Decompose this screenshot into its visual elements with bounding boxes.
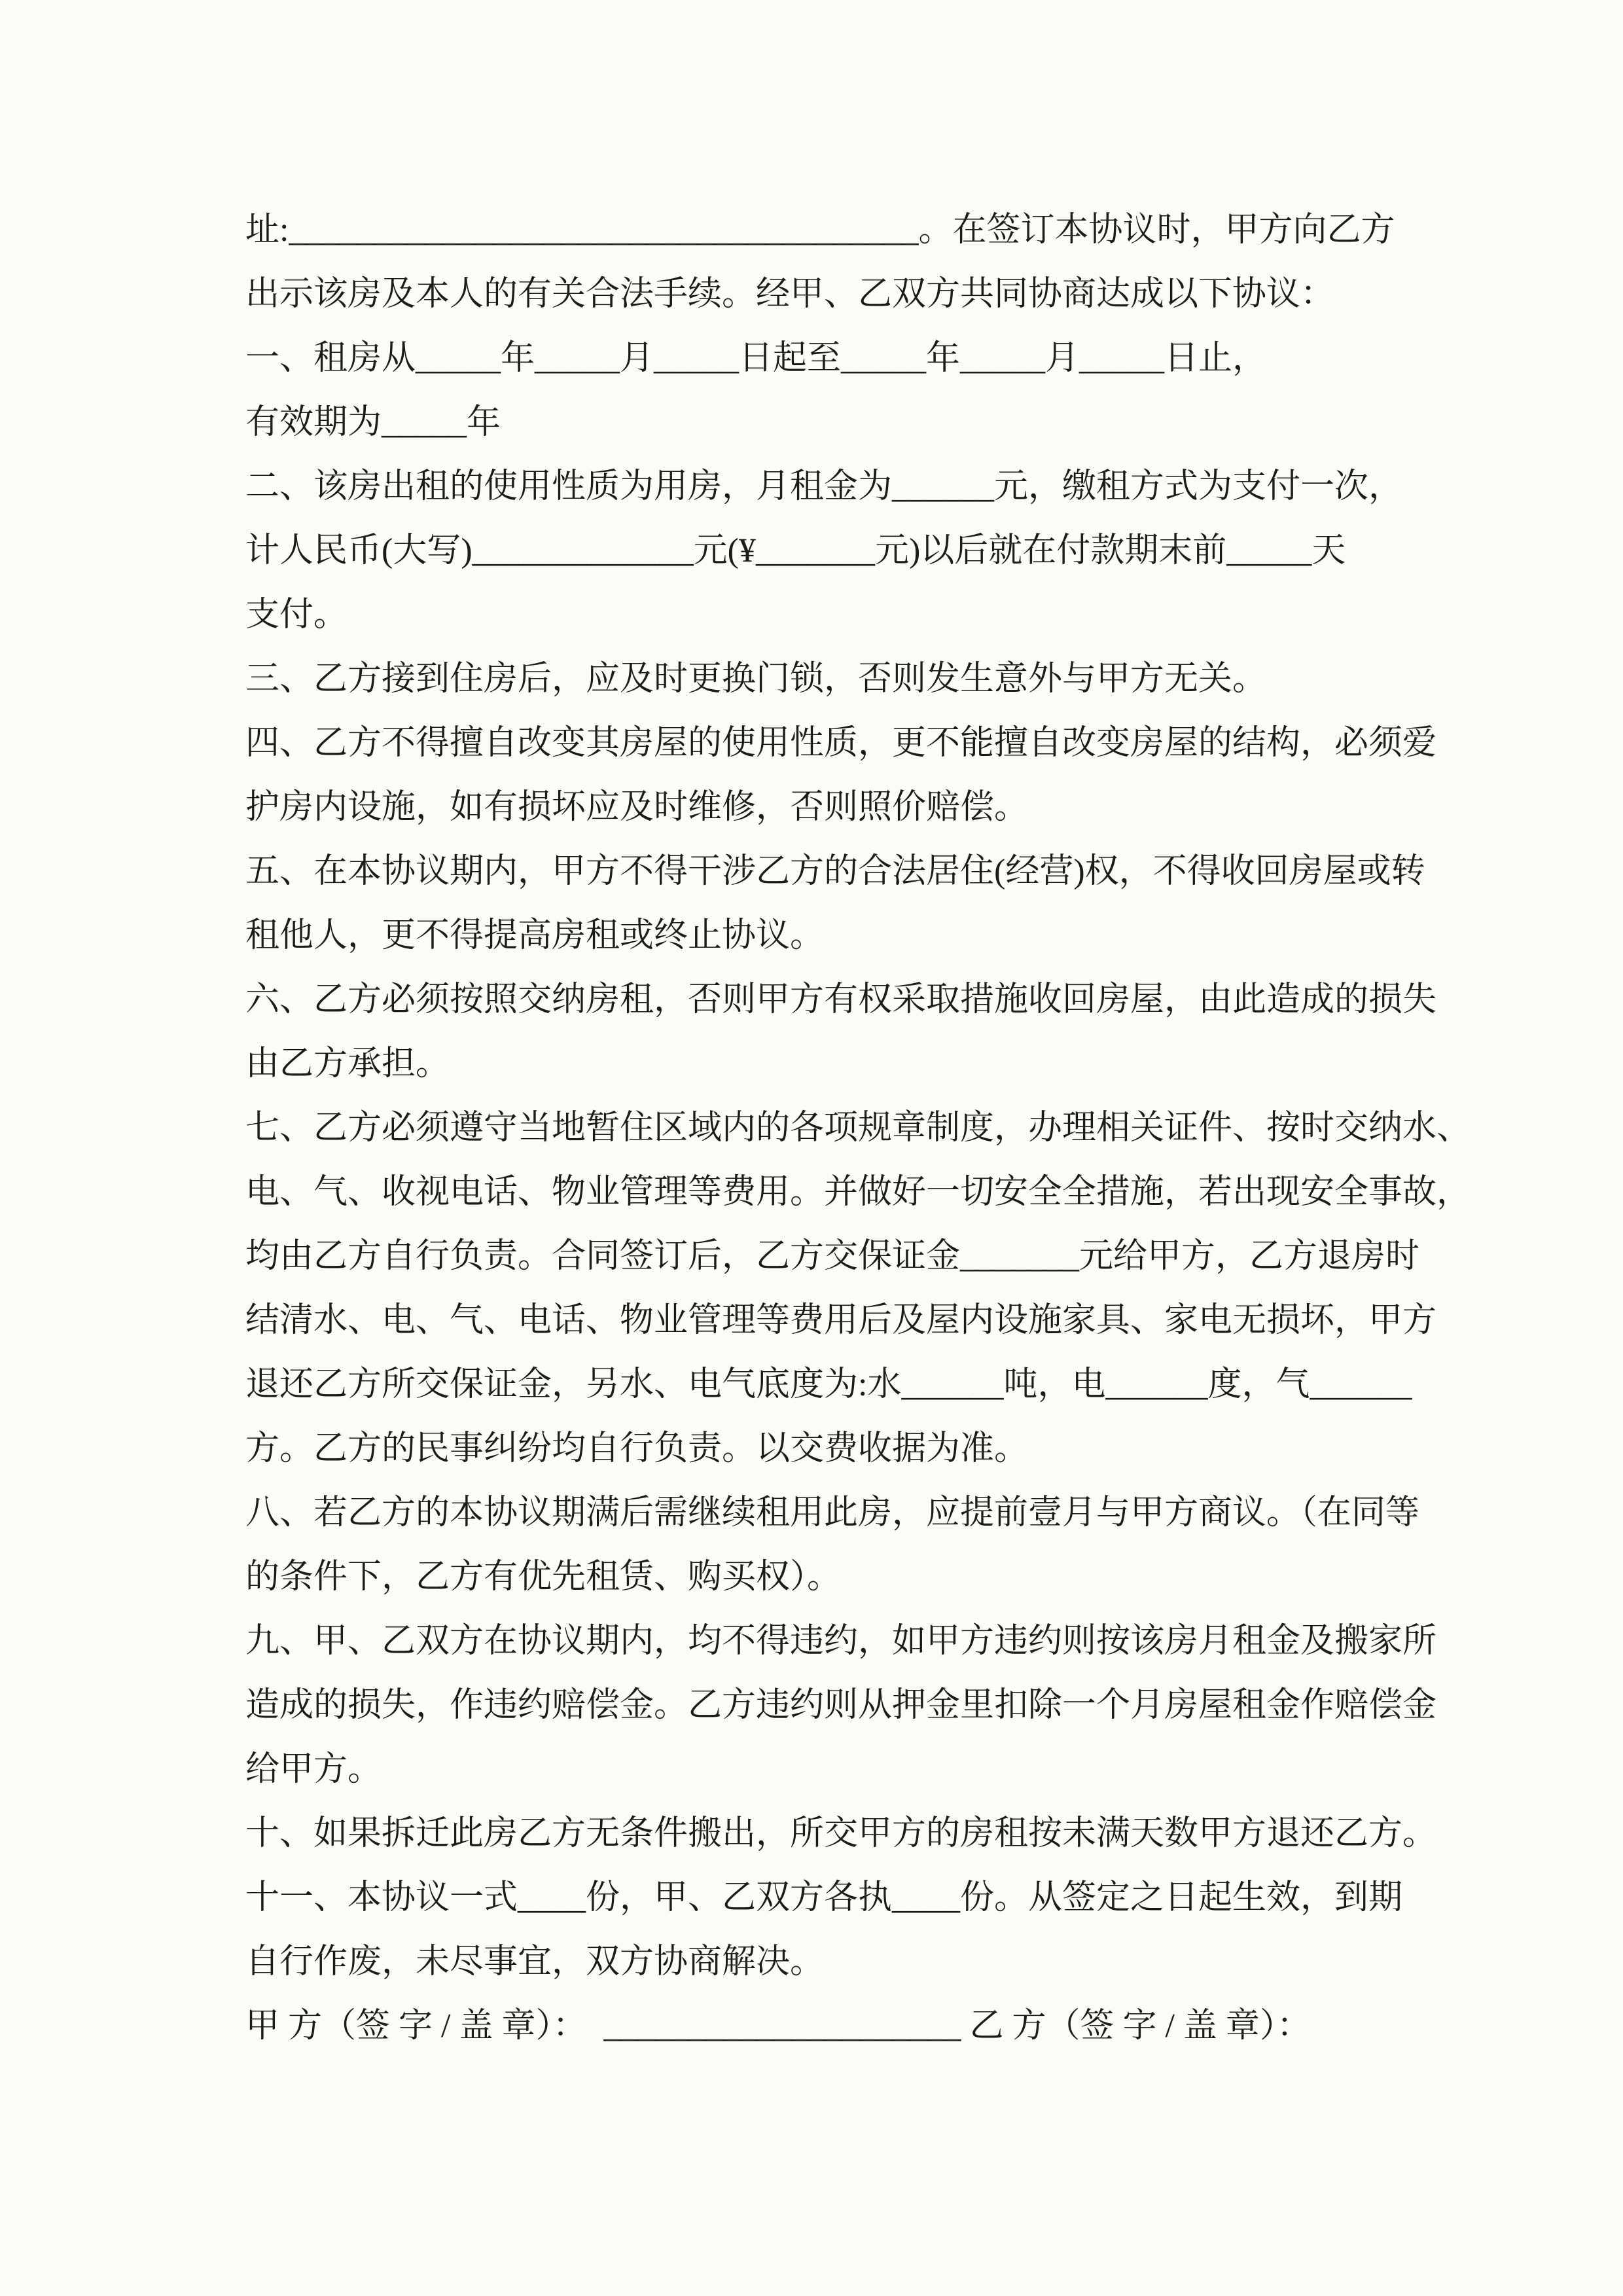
contract-clause-7-line-1: 七、乙方必须遵守当地暂住区域内的各项规章制度，办理相关证件、按时交纳水、 [245,1109,1471,1147]
contract-clause-7-line-2: 电、气、收视电话、物业管理等费用。并做好一切安全全措施，若出现安全事故， [245,1174,1471,1211]
contract-clause-9-line-2: 造成的损失，作违约赔偿金。乙方违约则从押金里扣除一个月房屋租金作赔偿金 [245,1687,1437,1724]
contract-clause-11-line-2: 自行作废，未尽事宜，双方协商解决。 [245,1943,825,1981]
contract-clause-9-line-3: 给甲方。 [245,1751,382,1788]
contract-clause-2-line-1: 二、该房出租的使用性质为用房，月租金为______元，缴租方式为支付一次， [245,468,1403,505]
contract-clause-2-line-2: 计人民币(大写)_____________元(¥_______元)以后就在付款期末前_____天 [245,532,1346,569]
contract-clause-11-line-1: 十一、本协议一式____份，甲、乙双方各执____份。从签定之日起生效，到期 [245,1879,1403,1916]
contract-clause-10: 十、如果拆迁此房乙方无条件搬出，所交甲方的房租按未满天数甲方退还乙方。 [245,1815,1437,1852]
contract-clause-1-line-1: 一、租房从_____年_____月_____日起至_____年_____月_____日止， [245,340,1267,377]
contract-clause-6-line-2: 由乙方承担。 [245,1045,450,1083]
contract-line-address: 址:_____________________________________。在签订本协议时，甲方向乙方 [245,211,1395,249]
contract-clause-4-line-1: 四、乙方不得擅自改变其房屋的使用性质，更不能擅自改变房屋的结构，必须爱 [245,725,1437,762]
contract-clause-3: 三、乙方接到住房后，应及时更换门锁，否则发生意外与甲方无关。 [245,660,1267,698]
contract-clause-7-line-5: 退还乙方所交保证金，另水、电气底度为:水______吨，电______度，气______ [245,1366,1412,1403]
contract-line-intro: 出示该房及本人的有关合法手续。经甲、乙双方共同协商达成以下协议： [245,276,1335,313]
contract-clause-5-line-1: 五、在本协议期内，甲方不得干涉乙方的合法居住(经营)权，不得收回房屋或转 [245,853,1425,890]
contract-clause-8-line-2: 的条件下，乙方有优先租赁、购买权）。 [245,1558,842,1596]
contract-clause-7-line-3: 均由乙方自行负责。合同签订后，乙方交保证金_______元给甲方，乙方退房时 [245,1238,1420,1275]
contract-clause-7-line-6: 方。乙方的民事纠纷均自行负责。以交费收据为准。 [245,1430,1029,1467]
contract-clause-1-line-2: 有效期为_____年 [245,404,501,441]
contract-clause-6-line-1: 六、乙方必须按照交纳房租，否则甲方有权采取措施收回房屋，由此造成的损失 [245,981,1437,1018]
signature-line: 甲 方（签 字 / 盖 章）： _____________________ 乙 方（签 字 / 盖 章）： [245,2007,1311,2045]
contract-clause-8-line-1: 八、若乙方的本协议期满后需继续租用此房，应提前壹月与甲方商议。（在同等 [245,1494,1420,1532]
contract-clause-5-line-2: 租他人，更不得提高房租或终止协议。 [245,917,825,954]
contract-clause-7-line-4: 结清水、电、气、电话、物业管理等费用后及屋内设施家具、家电无损坏，甲方 [245,1302,1437,1339]
contract-clause-2-line-3: 支付。 [245,596,348,634]
contract-clause-9-line-1: 九、甲、乙双方在协议期内，均不得违约，如甲方违约则按该房月租金及搬家所 [245,1623,1437,1660]
contract-clause-4-line-2: 护房内设施，如有损坏应及时维修，否则照价赔偿。 [245,789,1029,826]
